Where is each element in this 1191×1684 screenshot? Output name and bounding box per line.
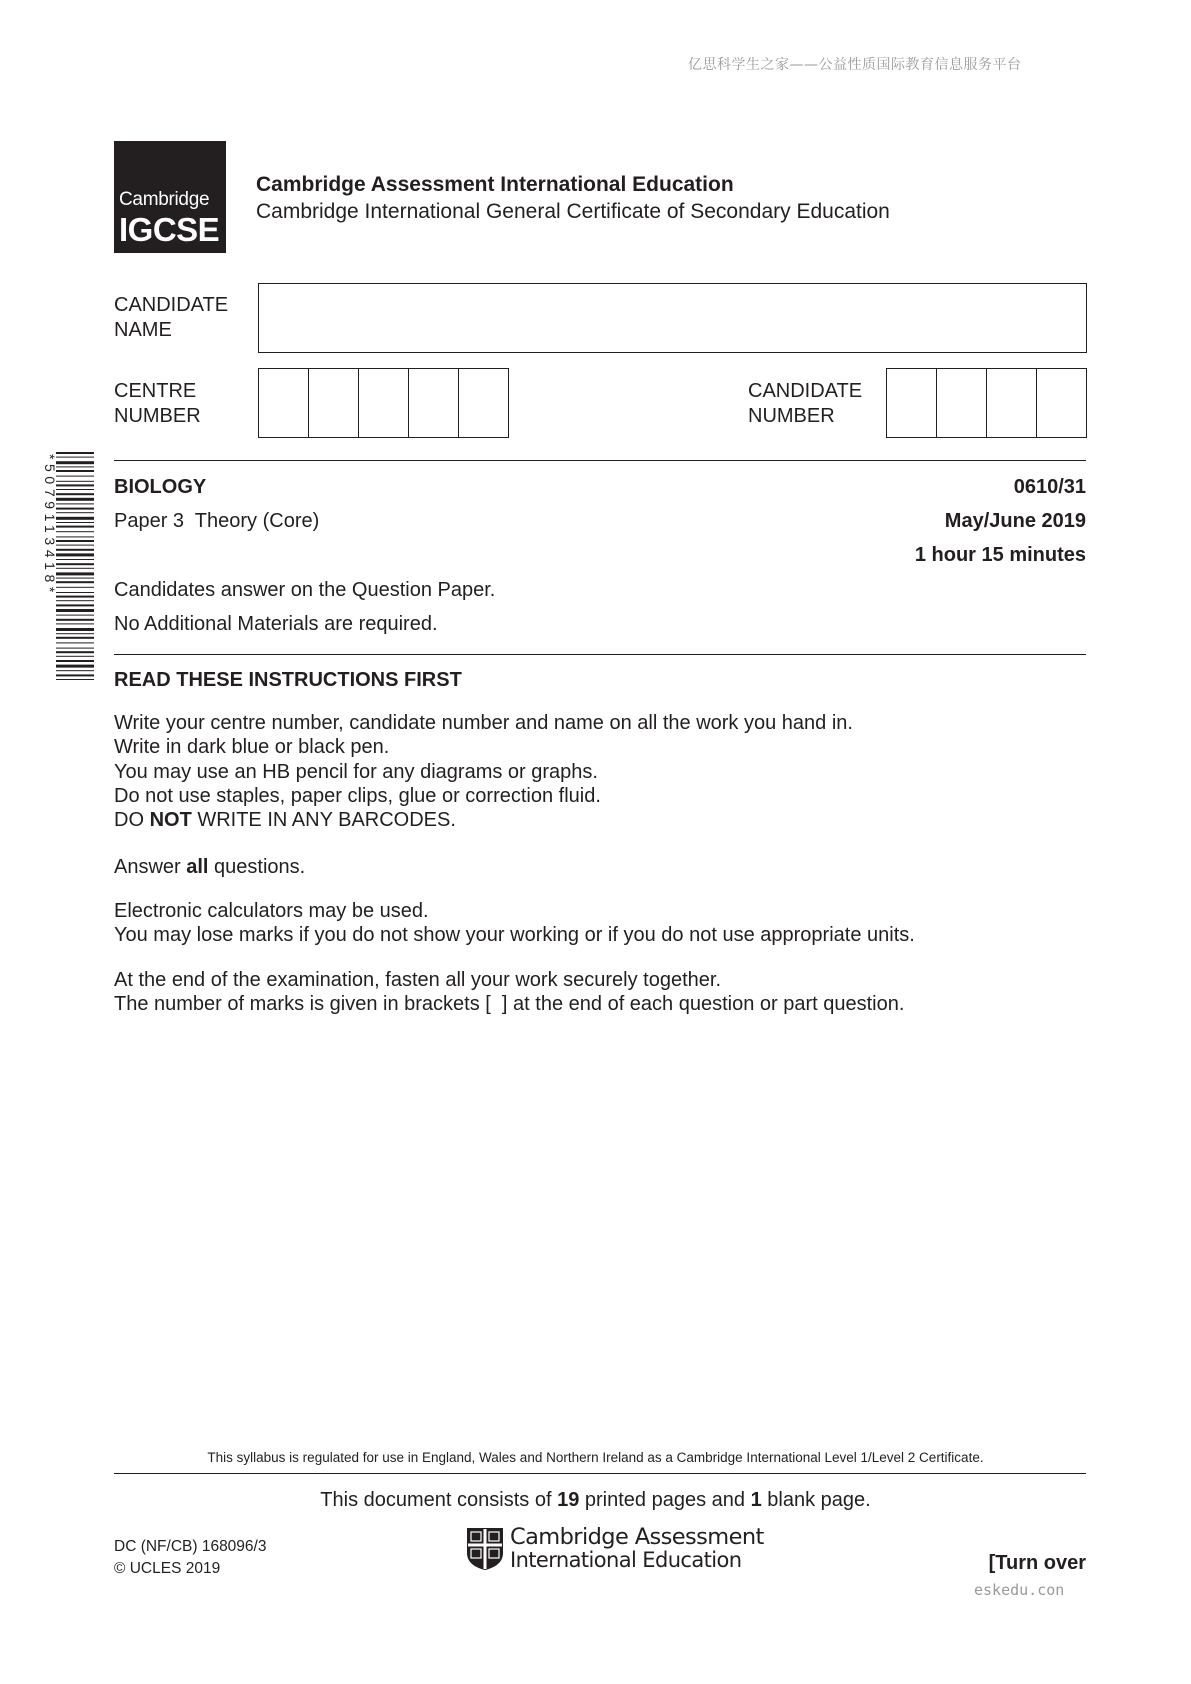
instruction-line: Write in dark blue or black pen. (114, 736, 390, 759)
calculator-block (114, 899, 915, 948)
barcode-bar (56, 674, 94, 676)
barcode-bar (56, 679, 94, 680)
instruction-line: Electronic calculators may be used. (114, 900, 429, 922)
barcode-bar (56, 540, 94, 542)
barcode-bar (56, 481, 94, 482)
barcode-bar (56, 572, 94, 575)
centre-digit-box[interactable] (359, 369, 409, 437)
barcode-bar (56, 489, 94, 490)
barcode-bar (56, 642, 94, 643)
centre-number-label: CENTRE NUMBER (114, 380, 201, 427)
barcode-bar (56, 628, 94, 631)
centre-number-boxes[interactable] (258, 368, 509, 438)
exam-session: May/June 2019 (944, 510, 1086, 532)
barcode-bar (56, 619, 94, 621)
answer-location: Candidates answer on the Question Paper. (114, 579, 496, 601)
barcode-bar (56, 651, 94, 653)
barcode-bar (56, 637, 94, 639)
regulation-note: This syllabus is regulated for use in England, Wales and Northern Ireland as a Cambridge International Level 1/Level 2 Certificate. (207, 1450, 984, 1465)
divider (114, 654, 1086, 655)
instruction-line: Do not use staples, paper clips, glue or correction fluid. (114, 784, 601, 807)
dc-code: DC (NF/CB) 168096/3 (114, 1538, 267, 1555)
document-codes (114, 1536, 266, 1580)
candidate-name-field[interactable] (258, 283, 1087, 353)
candidate-digit-box[interactable] (887, 369, 937, 437)
org-subtitle: Cambridge International General Certificate of Secondary Education (256, 200, 890, 223)
barcode-bar (56, 660, 94, 662)
instruction-line: The number of marks is given in brackets [ ] at the end of each question or part question. (114, 993, 905, 1016)
barcode-bar (56, 531, 94, 532)
divider (114, 1473, 1086, 1474)
barcode-bar (56, 512, 94, 513)
candidate-number-boxes[interactable] (886, 368, 1087, 438)
barcode-bar (56, 604, 94, 606)
instruction-line: You may lose marks if you do not show your working or if you do not use appropriate units. (114, 924, 915, 947)
turn-over: [Turn over (988, 1552, 1086, 1574)
instructions-heading: READ THESE INSTRUCTIONS FIRST (114, 669, 462, 691)
copyright: © UCLES 2019 (114, 1560, 221, 1577)
barcode-bar (56, 581, 94, 583)
barcode-bar (56, 522, 94, 523)
barcode-bar (56, 536, 94, 537)
barcode-bar (56, 553, 94, 556)
instruction-line: Write your centre number, candidate number and name on all the work you hand in. (114, 712, 853, 734)
candidate-name-label: CANDIDATE NAME (114, 294, 229, 341)
barcode-bar (56, 609, 94, 612)
barcode-bar (56, 623, 94, 624)
barcode-bar (56, 578, 94, 579)
paper-title: Paper 3 Theory (Core) (114, 510, 320, 532)
cambridge-crest-icon (466, 1527, 504, 1571)
answer-all-line: Answer all questions. (114, 856, 306, 878)
barcode-bar (56, 545, 94, 546)
barcode-bar (56, 568, 94, 569)
barcode-bar (56, 503, 94, 504)
barcode-bar (56, 587, 94, 588)
barcode-bar (56, 665, 94, 668)
barcode-bar (56, 457, 94, 458)
watermark-bottom: eskedu.con (974, 1581, 1065, 1599)
candidate-digit-box[interactable] (937, 369, 987, 437)
barcode-bar (56, 549, 94, 551)
barcode-bar (56, 648, 94, 649)
instruction-line: You may use an HB pencil for any diagrams or graphs. (114, 760, 598, 783)
centre-digit-box[interactable] (309, 369, 359, 437)
barcode-bar (56, 656, 94, 657)
candidate-digit-box[interactable] (987, 369, 1037, 437)
instruction-line: At the end of the examination, fasten all your work securely together. (114, 969, 722, 991)
candidate-number-label: CANDIDATE NUMBER (748, 380, 863, 427)
barcode-bar (56, 484, 94, 486)
materials-note: No Additional Materials are required. (114, 613, 438, 635)
watermark-top: 亿思科学生之家——公益性质国际教育信息服务平台 (688, 57, 1022, 73)
barcode-bar (56, 615, 94, 616)
ca-logo-line2: International Education (510, 1548, 742, 1572)
centre-digit-box[interactable] (459, 369, 508, 437)
barcode-bar (56, 498, 94, 501)
centre-digit-box[interactable] (409, 369, 459, 437)
barcode-bar (56, 526, 94, 528)
candidate-digit-box[interactable] (1037, 369, 1086, 437)
barcode-number: *5079113418* (42, 454, 58, 597)
barcode-bar (56, 559, 94, 560)
page-count: This document consists of 19 printed pages and 1 blank page. (320, 1489, 871, 1511)
barcode-bar (56, 596, 94, 598)
divider (114, 460, 1086, 461)
subject: BIOLOGY (114, 476, 207, 498)
exam-duration: 1 hour 15 minutes (914, 544, 1086, 566)
barcode-bar (56, 452, 94, 454)
centre-digit-box[interactable] (259, 369, 309, 437)
instruction-line-barcodes: DO NOT WRITE IN ANY BARCODES. (114, 809, 456, 832)
logo-line-igcse: IGCSE (119, 211, 220, 248)
org-title: Cambridge Assessment International Education (256, 173, 734, 196)
barcode-bar (56, 600, 94, 601)
instructions-block (114, 711, 853, 832)
barcode-bar (56, 466, 94, 467)
paper-code: 0610/31 (1013, 476, 1086, 498)
logo-line-cambridge: Cambridge (119, 189, 210, 210)
igcse-logo (114, 141, 226, 253)
barcode-bar (56, 517, 94, 520)
barcode-bar (56, 461, 94, 464)
barcode-bar (56, 470, 94, 472)
end-of-exam-block (114, 968, 904, 1017)
barcode (40, 452, 96, 684)
barcode-bar (56, 633, 94, 634)
barcode-bar (56, 563, 94, 565)
barcode-bar (56, 592, 94, 593)
barcode-bar (56, 670, 94, 671)
barcode-bar (56, 508, 94, 510)
ca-logo-line1: Cambridge Assessment (510, 1524, 764, 1550)
barcode-bar (56, 476, 94, 477)
barcode-bar (56, 493, 94, 495)
